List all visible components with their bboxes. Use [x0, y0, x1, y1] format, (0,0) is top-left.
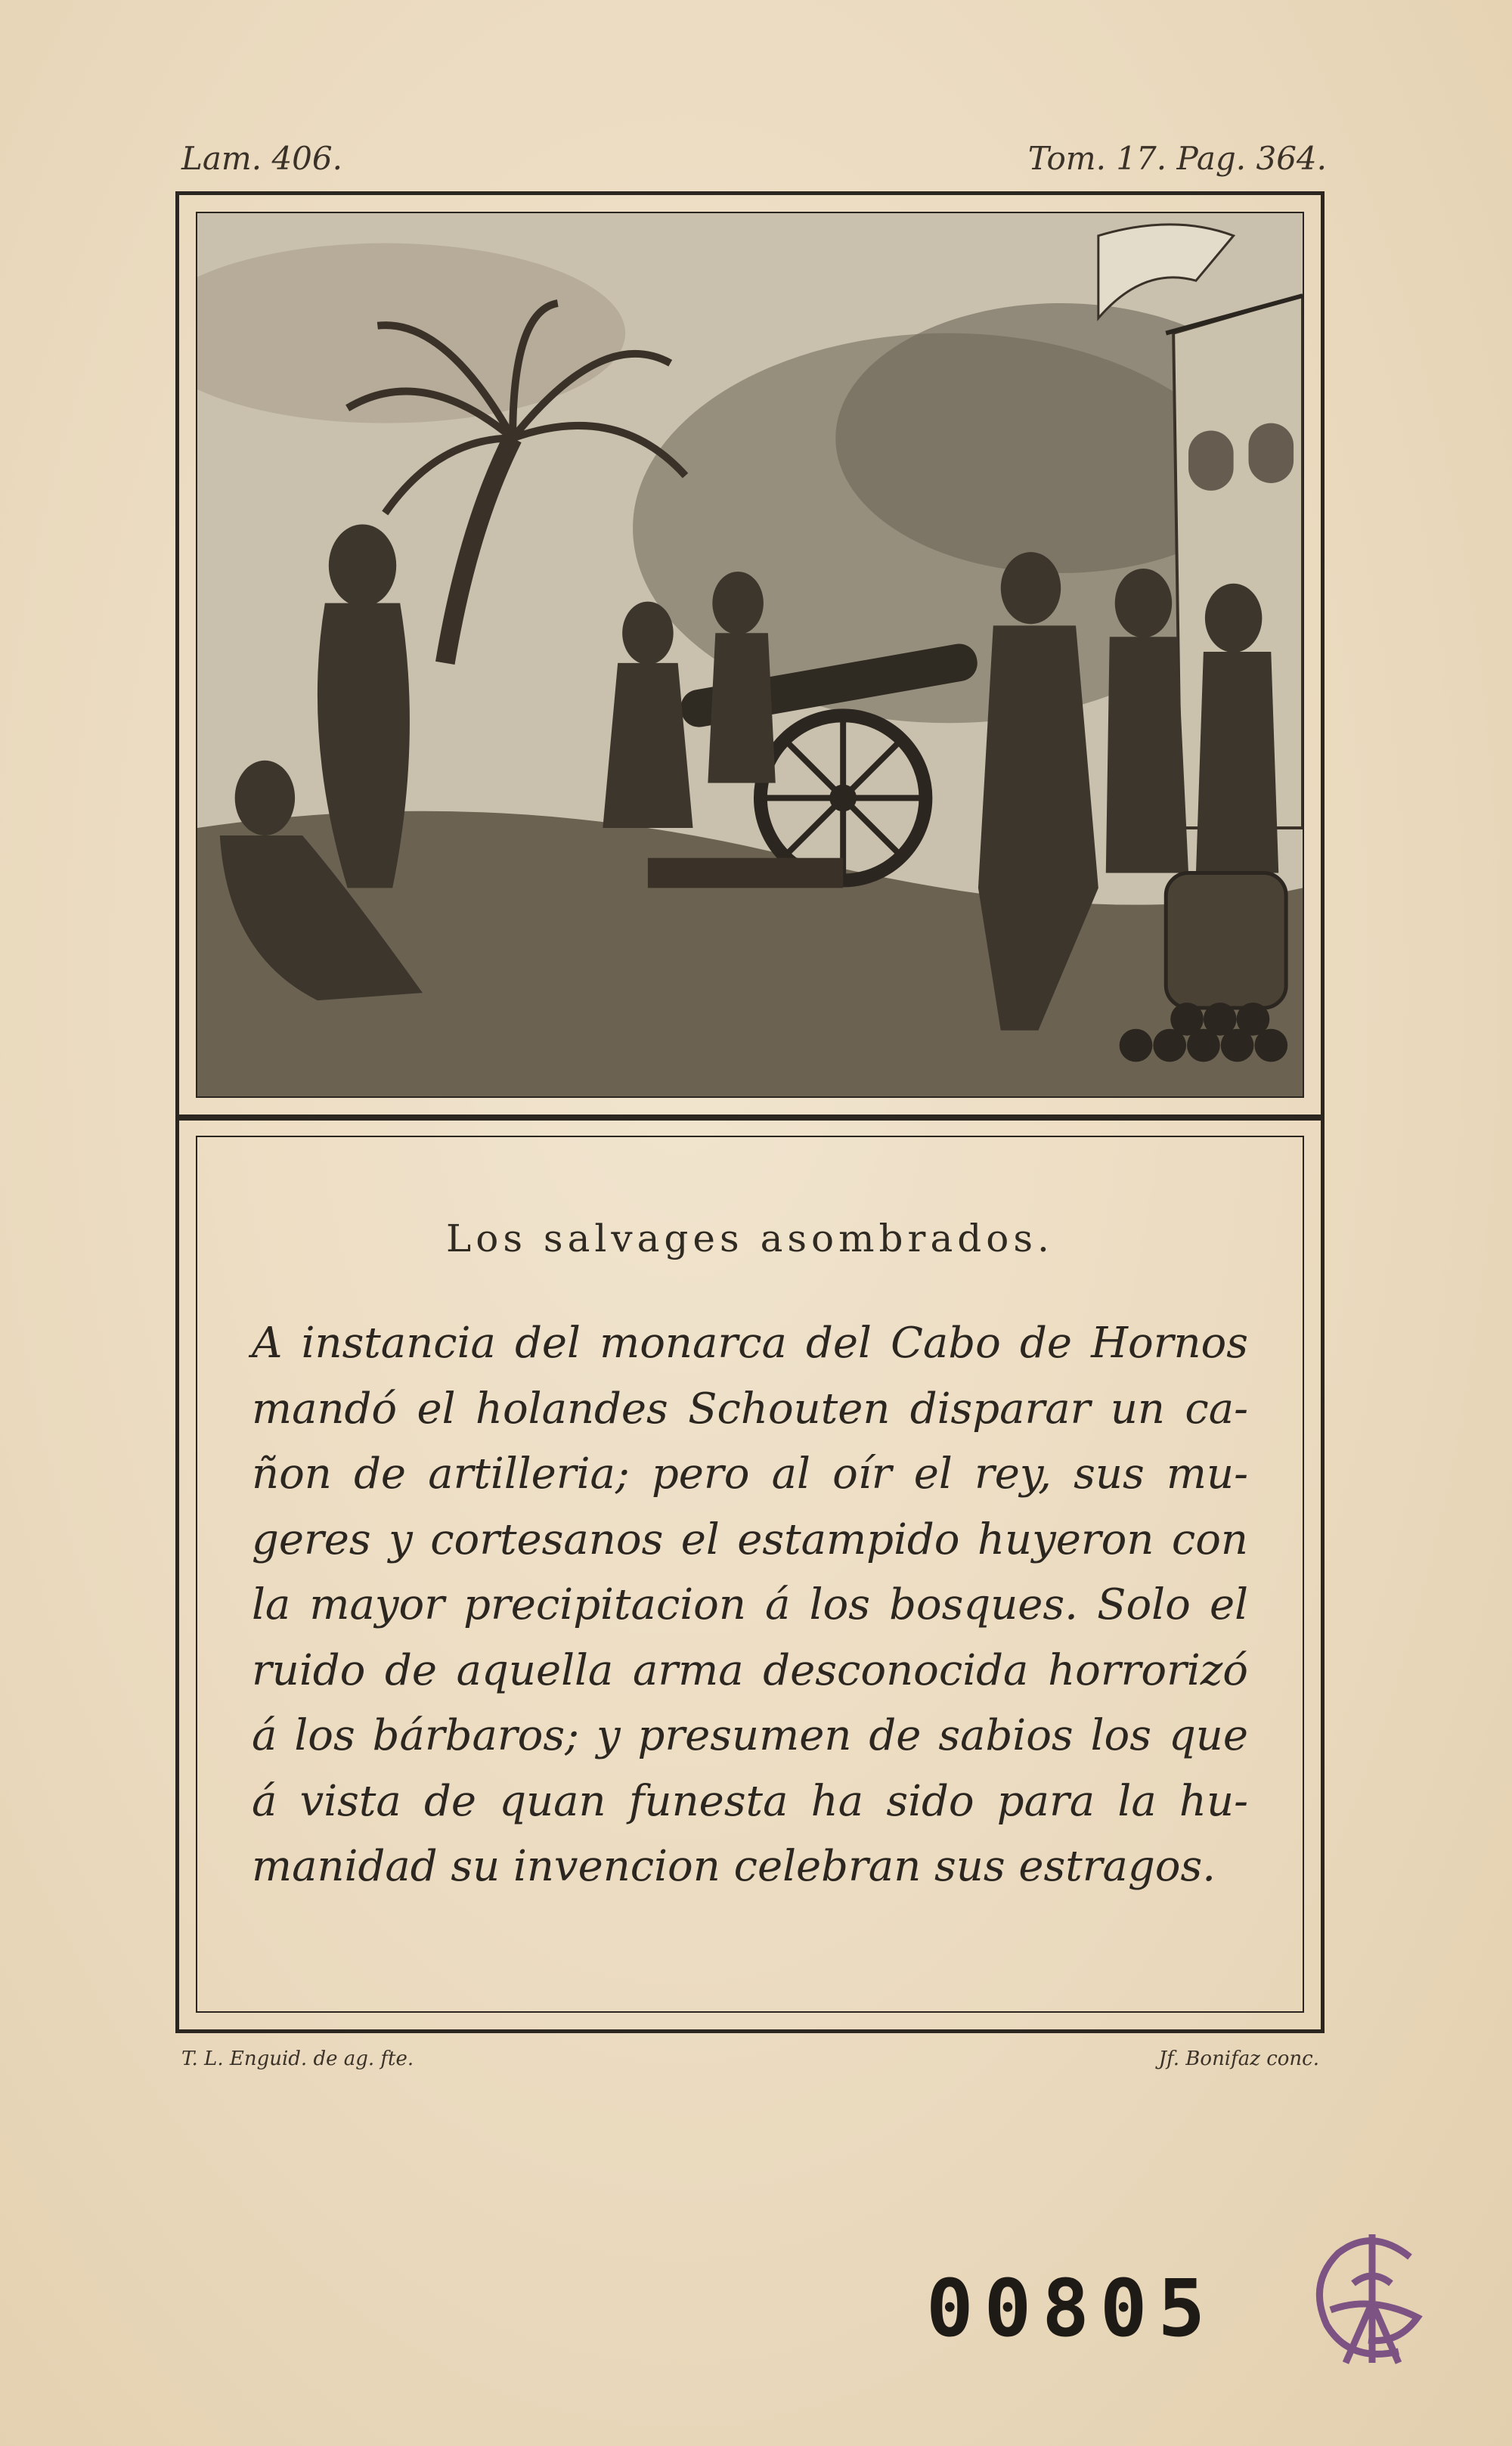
caption-line: mandó el holandes Schouten disparar un ca- — [252, 1384, 1248, 1434]
engraver-credit: T. L. Enguid. de ag. fte. — [181, 2048, 414, 2070]
caption-line: á los bárbaros; y presumen de sabios los que — [252, 1711, 1248, 1760]
caption-line: A instancia del monarca del Cabo de Hornos — [252, 1319, 1248, 1368]
caption-box — [196, 1136, 1304, 2013]
inventory-number: 00805 — [926, 2262, 1216, 2355]
caption-line: á vista de quan funesta ha sido para la hu- — [252, 1776, 1248, 1826]
caption-frame — [175, 1118, 1325, 2033]
volume-page-reference: Tom. 17. Pag. 364. — [1027, 140, 1327, 177]
caption-line: manidad su invencion celebran sus estragos. — [252, 1842, 1216, 1891]
caption-text — [252, 1311, 1248, 1900]
caption-line: la mayor precipitacion á los bosques. Solo el — [252, 1580, 1248, 1629]
caption-line: ñon de artilleria; pero al oír el rey, sus mu- — [252, 1449, 1248, 1499]
caption-title: Los salvages asombrados. — [446, 1217, 1054, 1260]
plate-number: Lam. 406. — [181, 140, 342, 177]
monogram-stamp-icon — [1285, 2212, 1459, 2386]
engraving-frame — [175, 191, 1325, 1118]
caption-line: geres y cortesanos el estampido huyeron con — [252, 1514, 1248, 1564]
caption-line: ruido de aquella arma desconocida horrorizó — [252, 1645, 1248, 1695]
engraving-scene — [197, 213, 1303, 1096]
director-credit: Jf. Bonifaz conc. — [1158, 2048, 1319, 2070]
engraving-illustration — [196, 212, 1304, 1098]
